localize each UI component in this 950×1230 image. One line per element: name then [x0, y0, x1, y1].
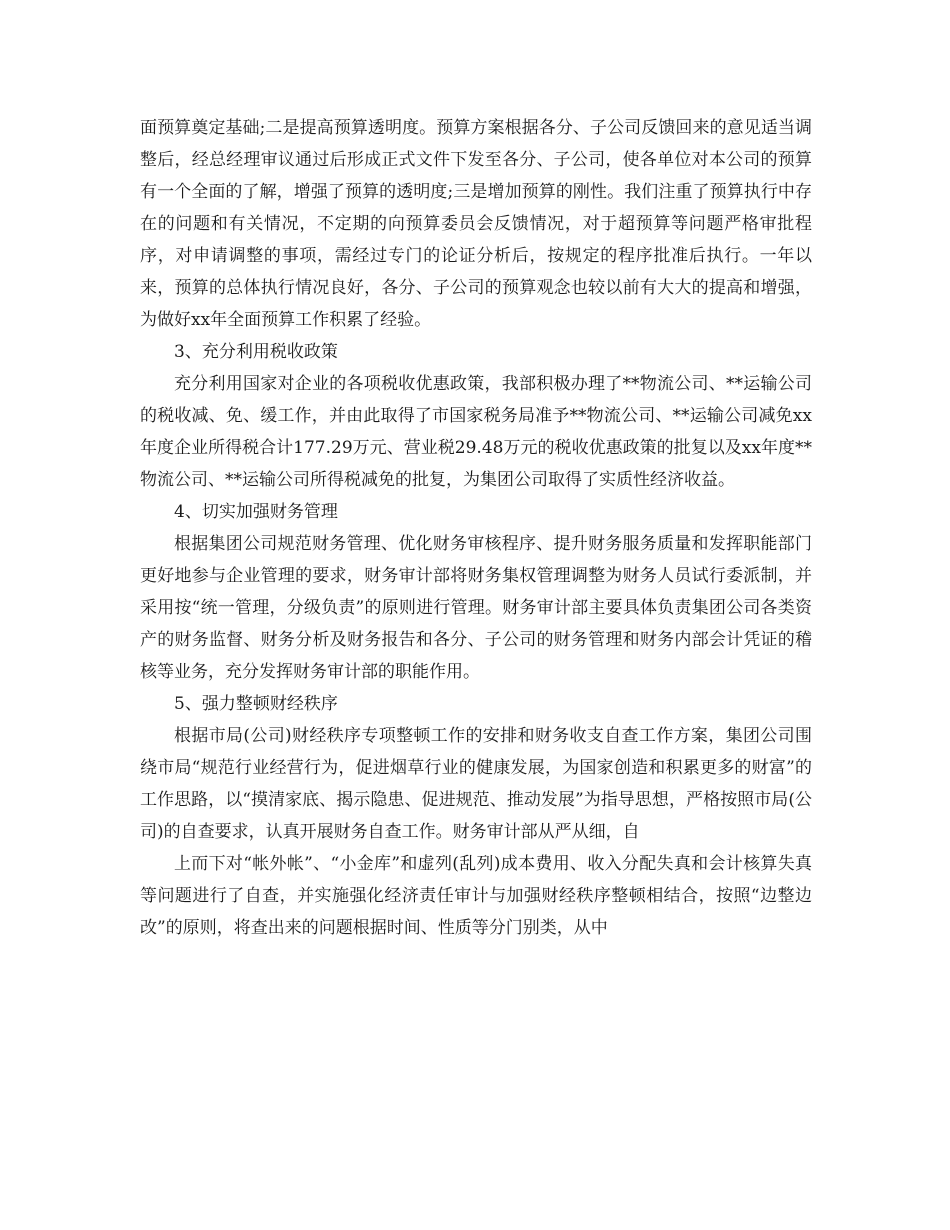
paragraph-self-inspection: 上而下对“帐外帐”、“小金库”和虚列(乱列)成本费用、收入分配失真和会计核算失真等问题进行了自查，并实施强化经济责任审计与加强财经秩序整顿相结合，按照“边整边改”的原则，将查出来的问题根据时间、性质等分门别类，从中: [140, 854, 812, 938]
paragraph-financial-order: 根据市局(公司)财经秩序专项整顿工作的安排和财务收支自查工作方案，集团公司围绕市局“规范行业经营行为，促进烟草行业的健康发展，为国家创造和积累更多的财富”的工作思路，以“摸清家底、揭示隐患、促进规范、推动发展”为指导思想，严格按照市局(公司)的自查要求，认真开展财务自查工作。财务审计部从严从细，自: [140, 726, 812, 842]
section-heading-5: 5、强力整顿财经秩序: [174, 694, 338, 714]
paragraph-continuation: 面预算奠定基础;二是提高预算透明度。预算方案根据各分、子公司反馈回来的意见适当调整后，经总经理审议通过后形成正式文件下发至各分、子公司，使各单位对本公司的预算有一个全面的了解，增强了预算的透明度;三是增加预算的刚性。我们注重了预算执行中存在的问题和有关情况，不定期的向预算委员会反馈情况，对于超预算等问题严格审批程序，对申请调整的事项，需经过专门的论证分析后，按规定的程序批准后执行。一年以来，预算的总体执行情况良好，各分、子公司的预算观念也较以前有大大的提高和增强，为做好xx年全面预算工作积累了经验。: [140, 118, 812, 330]
paragraph-financial-management: 根据集团公司规范财务管理、优化财务审核程序、提升财务服务质量和发挥职能部门更好地参与企业管理的要求，财务审计部将财务集权管理调整为财务人员试行委派制，并采用按“统一管理，分级负责”的原则进行管理。财务审计部主要具体负责集团公司各类资产的财务监督、财务分析及财务报告和各分、子公司的财务管理和财务内部会计凭证的稽核等业务，充分发挥财务审计部的职能作用。: [140, 534, 812, 682]
document-page: [140, 112, 812, 944]
paragraph-tax-policy: 充分利用国家对企业的各项税收优惠政策，我部积极办理了**物流公司、**运输公司的税收减、免、缓工作，并由此取得了市国家税务局准予**物流公司、**运输公司减免xx年度企业所得税合计177.29万元、营业税29.48万元的税收优惠政策的批复以及xx年度**物流公司、**运输公司所得税减免的批复，为集团公司取得了实质性经济收益。: [140, 374, 812, 490]
section-heading-3: 3、充分利用税收政策: [174, 342, 338, 362]
section-heading-4: 4、切实加强财务管理: [174, 502, 338, 522]
